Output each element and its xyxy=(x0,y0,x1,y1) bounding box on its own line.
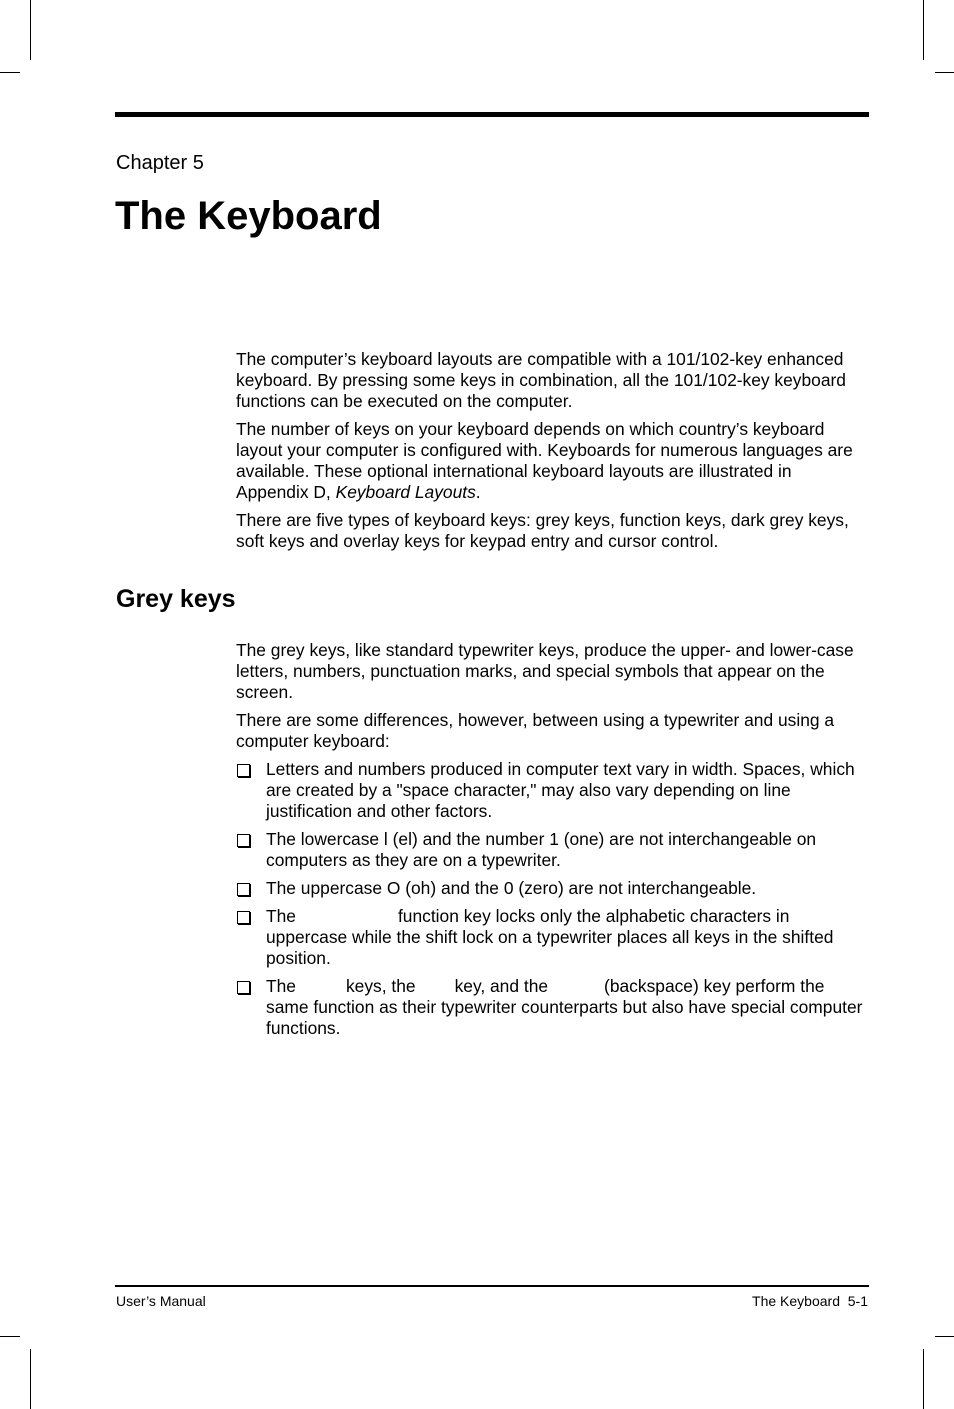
footer-rule xyxy=(115,1285,869,1287)
list-item-text: keys, the xyxy=(345,976,416,996)
checkbox-bullet-icon xyxy=(237,764,250,777)
list-item-text: Letters and numbers produced in computer text vary in width. Spaces, which are created by a "space character," may also vary depending on line justification and other factors. xyxy=(266,759,855,821)
checkbox-bullet-icon xyxy=(237,883,250,896)
crop-mark xyxy=(935,1336,954,1337)
crop-mark xyxy=(923,0,924,60)
section-heading-grey-keys: Grey keys xyxy=(116,585,236,613)
crop-mark xyxy=(30,1349,31,1409)
crop-mark xyxy=(0,1336,20,1337)
top-rule xyxy=(115,112,869,117)
crop-mark xyxy=(30,0,31,60)
list-item xyxy=(236,906,866,969)
differences-list xyxy=(236,759,866,1039)
chapter-label: Chapter 5 xyxy=(116,152,204,174)
list-item xyxy=(236,976,866,1039)
list-item xyxy=(236,829,866,871)
grey-keys-paragraph: The grey keys, like standard typewriter keys, produce the upper- and lower-case letters, numbers, punctuation marks, and special symbols that appear on the screen. xyxy=(236,640,854,702)
checkbox-bullet-icon xyxy=(237,911,250,924)
intro-paragraph: There are five types of keyboard keys: grey keys, function keys, dark grey keys, soft keys and overlay keys for keypad entry and cursor control. xyxy=(236,510,849,551)
list-item xyxy=(236,878,866,899)
list-item-text: The uppercase O (oh) and the 0 (zero) are not interchangeable. xyxy=(266,878,757,898)
grey-keys-paragraph: There are some differences, however, between using a typewriter and using a computer keyboard: xyxy=(236,710,835,751)
chapter-title: The Keyboard xyxy=(115,194,382,238)
crop-mark xyxy=(0,72,20,73)
intro-paragraph: The computer’s keyboard layouts are compatible with a 101/102-key enhanced keyboard. By pressing some keys in combination, all the 101/102-key keyboard functions can be executed on the computer. xyxy=(236,349,846,411)
footer-manual-title: User’s Manual xyxy=(116,1293,206,1309)
intro-paragraph xyxy=(236,419,866,503)
intro-paragraph-text: The number of keys on your keyboard depends on which country’s keyboard layout your computer is configured with. Keyboards for numerous languages are available. These optional international keyboard layouts are illustrated in Appendix D, xyxy=(236,419,853,502)
grey-keys-section xyxy=(236,640,866,1046)
list-item-text: The xyxy=(266,906,296,926)
footer-page-number: The Keyboard 5-1 xyxy=(752,1293,868,1309)
list-item-text: function key locks only the alphabetic characters in uppercase while the shift lock on a typewriter places all keys in the shifted position. xyxy=(266,906,834,968)
intro-section xyxy=(236,349,866,559)
list-item-text: (backspace) key perform the same function as their typewriter counterparts but also have special computer functions. xyxy=(266,976,863,1038)
crop-mark xyxy=(935,72,954,73)
list-item-text: key, and the xyxy=(454,976,549,996)
checkbox-bullet-icon xyxy=(237,834,250,847)
crop-mark xyxy=(923,1349,924,1409)
appendix-reference: Keyboard Layouts xyxy=(335,482,476,502)
list-item-text: The xyxy=(266,976,296,996)
list-item-text: The lowercase l (el) and the number 1 (one) are not interchangeable on computers as they are on a typewriter. xyxy=(266,829,817,870)
appendix-reference-end: . xyxy=(475,482,481,502)
checkbox-bullet-icon xyxy=(237,981,250,994)
list-item xyxy=(236,759,866,822)
